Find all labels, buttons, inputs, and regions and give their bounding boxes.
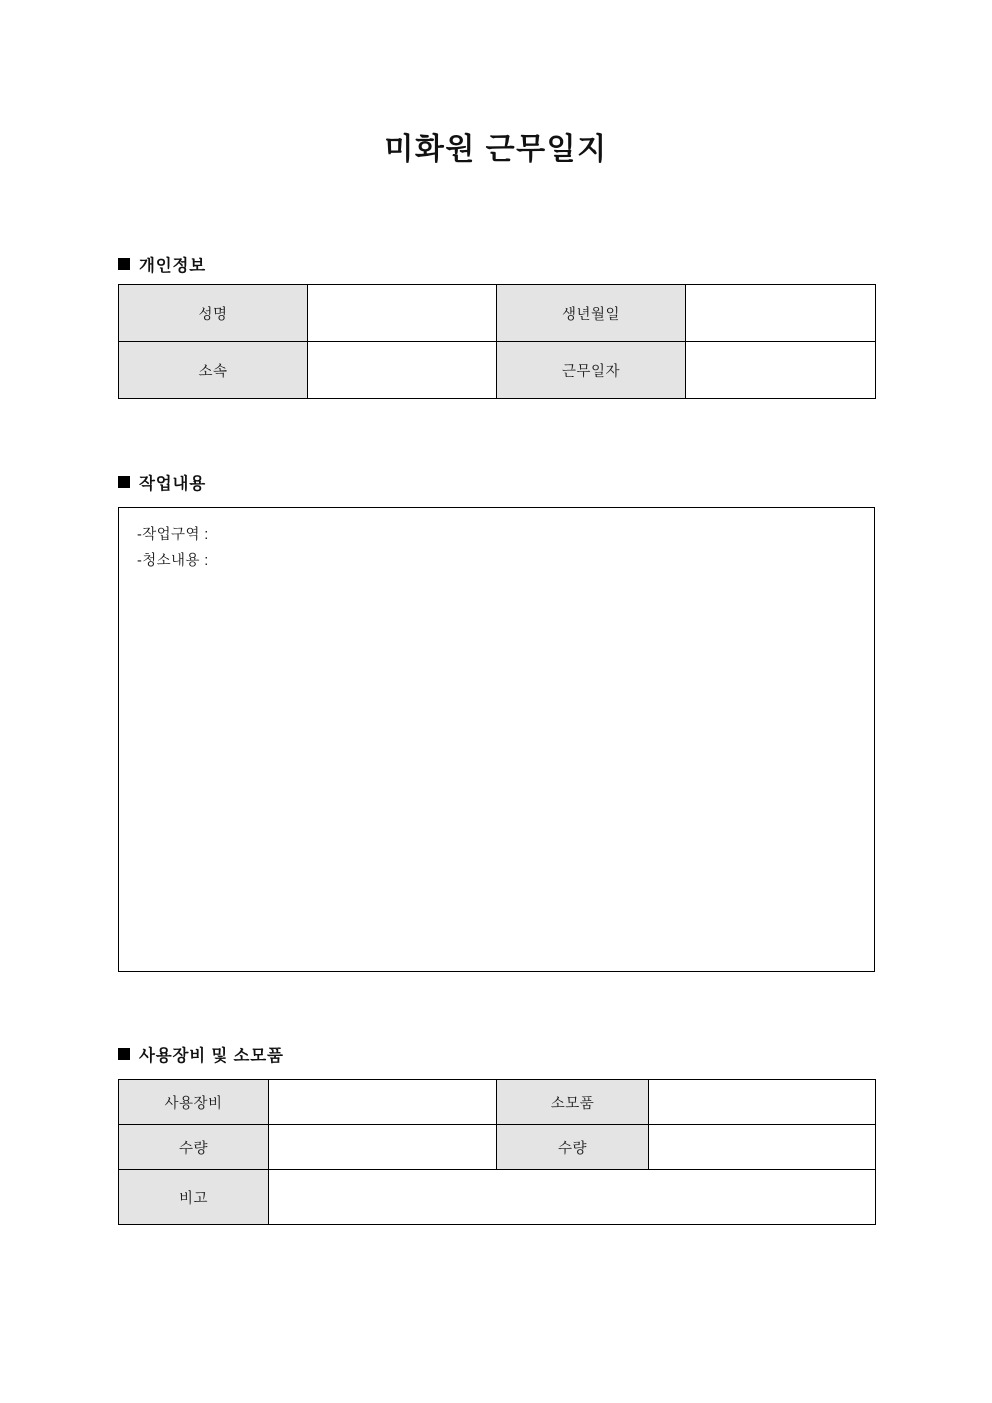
cell-label-birthdate: 생년월일 [497, 285, 686, 342]
cell-label-consumables: 소모품 [497, 1080, 649, 1125]
table-row [119, 1080, 876, 1125]
section-heading-label: 작업내용 [139, 475, 206, 493]
cell-label-equipment-quantity: 수량 [119, 1125, 269, 1170]
table-row [119, 1125, 876, 1170]
cell-value-birthdate[interactable] [686, 285, 876, 342]
cell-value-affiliation[interactable] [308, 342, 497, 399]
cell-label-consumables-quantity: 수량 [497, 1125, 649, 1170]
cell-value-equipment-quantity[interactable] [269, 1125, 497, 1170]
cell-value-remarks[interactable] [269, 1170, 876, 1225]
cell-label-name: 성명 [119, 285, 308, 342]
section-heading-label: 개인정보 [139, 257, 206, 275]
cell-label-equipment: 사용장비 [119, 1080, 269, 1125]
table-row [119, 342, 876, 399]
bullet-square-icon [118, 476, 130, 488]
table-row [119, 285, 876, 342]
cell-label-affiliation: 소속 [119, 342, 308, 399]
work-content-line-area: -작업구역 : [137, 527, 209, 543]
section-heading-personal-info [118, 252, 206, 276]
equipment-supplies-table [118, 1079, 876, 1225]
work-content-line-cleaning: -청소내용 : [137, 553, 209, 569]
cell-value-work-date[interactable] [686, 342, 876, 399]
bullet-square-icon [118, 258, 130, 270]
cell-label-remarks: 비고 [119, 1170, 269, 1225]
cell-value-consumables[interactable] [649, 1080, 876, 1125]
cell-label-work-date: 근무일자 [497, 342, 686, 399]
bullet-square-icon [118, 1048, 130, 1060]
work-content-textarea[interactable] [118, 507, 875, 972]
personal-info-table [118, 284, 876, 399]
section-heading-label: 사용장비 및 소모품 [139, 1047, 284, 1065]
page-title: 미화원 근무일지 [384, 133, 608, 166]
cell-value-consumables-quantity[interactable] [649, 1125, 876, 1170]
section-heading-equipment-supplies [118, 1042, 284, 1066]
cell-value-equipment[interactable] [269, 1080, 497, 1125]
table-row [119, 1170, 876, 1225]
cell-value-name[interactable] [308, 285, 497, 342]
section-heading-work-content [118, 470, 206, 494]
